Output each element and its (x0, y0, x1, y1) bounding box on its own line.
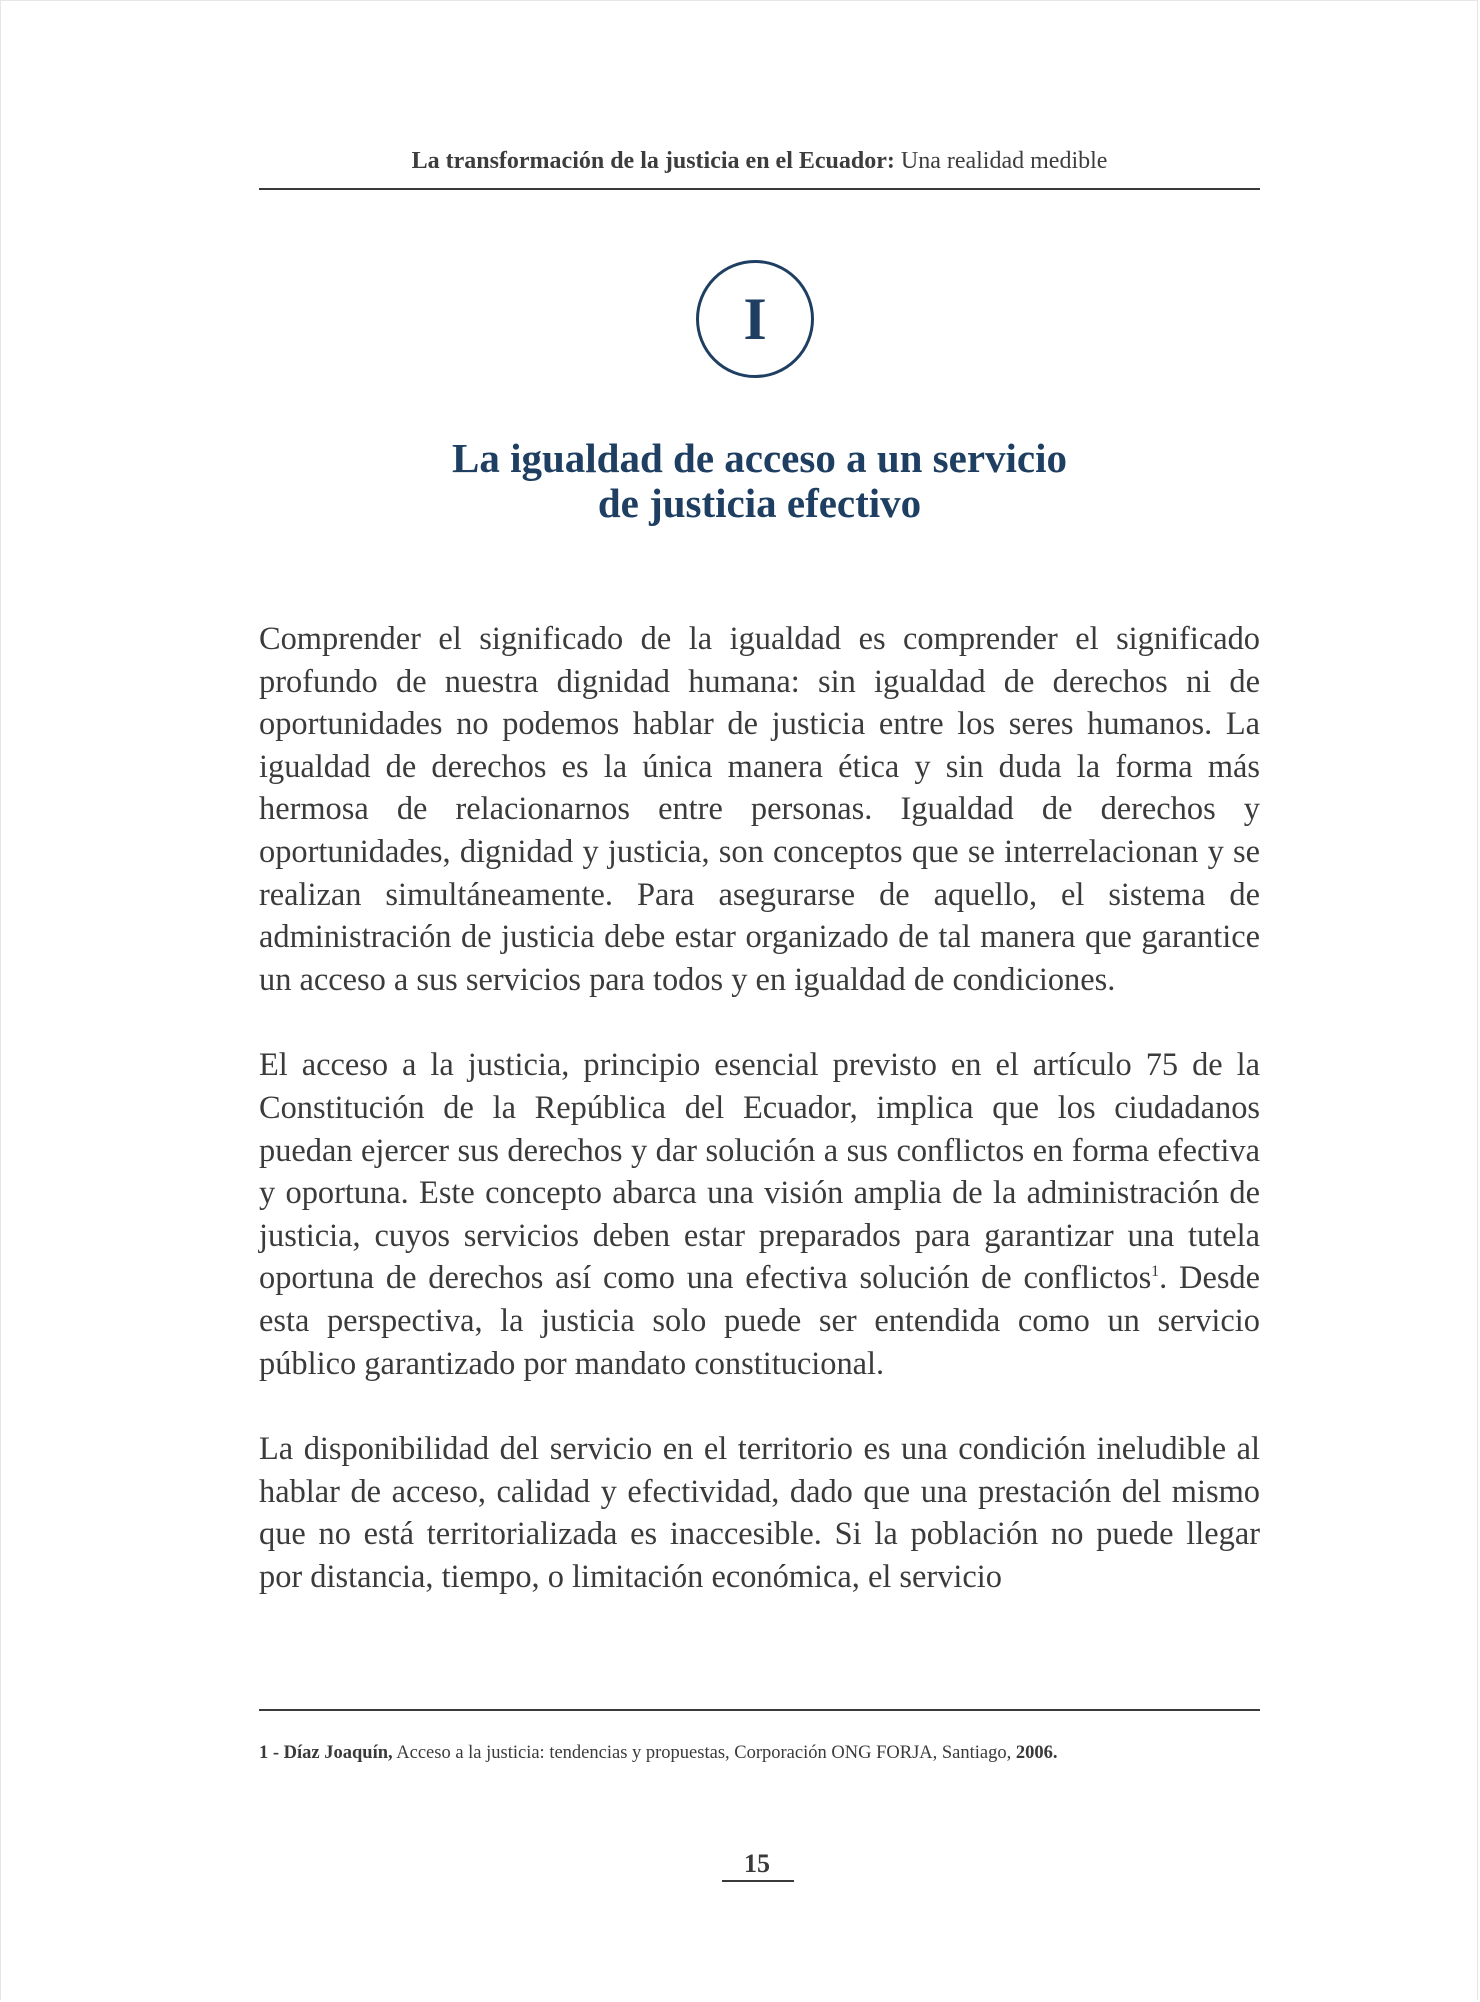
chapter-title-line-2: de justicia efectivo (597, 480, 922, 526)
paragraph-2 (259, 1044, 1260, 1385)
page-number-rule (722, 1880, 794, 1882)
header-rule (259, 188, 1260, 190)
paragraph-2-text-a: El acceso a la justicia, principio esencial previsto en el artículo 75 de la Constitución de la República del Ecuador, implica que los ciudadanos puedan ejercer sus derechos y dar solución a sus conflictos en forma efectiva y oportuna. Este concepto abarca una visión amplia de la administración de justicia, cuyos servicios deben estar preparados para garantizar una tutela oportuna de derechos así como una efectiva solución de conflictos (259, 1047, 1260, 1297)
chapter-title (259, 436, 1260, 526)
running-header-bold: La transformación de la justicia en el Ecuador: (411, 148, 895, 174)
paragraph-2-text-b: . Desde esta perspectiva, la justicia solo puede ser entendida como un servicio público garantizado por mandato constitucional. (259, 1260, 1261, 1382)
chapter-number: I (743, 286, 767, 352)
page-number: 15 (744, 1849, 770, 1878)
chapter-number-badge (696, 260, 814, 378)
footnote-text: Acceso a la justicia: tendencias y propuestas, Corporación ONG FORJA, Santiago, (396, 1743, 1012, 1763)
running-header (259, 145, 1260, 177)
footnote (259, 1740, 1260, 1766)
footnote-rule (259, 1709, 1260, 1711)
paragraph-1: Comprender el significado de la igualdad es comprender el significado profundo de nuestra dignidad humana: sin igualdad de derechos ni de oportunidades no podemos hablar de justicia entre los seres humanos. La igualdad de derechos es la única manera ética y sin duda la forma más hermosa de relacionarnos entre personas. Igualdad de derechos y oportunidades, dignidad y justicia, son conceptos que se interrelacionan y se realizan simultáneamente. Para asegurarse de aquello, el sistema de administración de justicia debe estar organizado de tal manera que garantice un acceso a sus servicios para todos y en igualdad de condiciones. (259, 621, 1260, 998)
paragraph-3: La disponibilidad del servicio en el territorio es una condición ineludible al hablar de acceso, calidad y efectividad, dado que una prestación del mismo que no está territorializada es inaccesible. Si la población no puede llegar por distancia, tiempo, o limitación económica, el servicio (259, 1431, 1260, 1595)
footnote-author: 1 - Díaz Joaquín, (259, 1743, 393, 1763)
footnote-year: 2006. (1015, 1743, 1058, 1763)
running-header-subtitle: Una realidad medible (900, 148, 1108, 174)
body-text (259, 618, 1260, 1641)
footnote-reference: 1 (1151, 1263, 1160, 1281)
chapter-title-line-1: La igualdad de acceso a un servicio (451, 435, 1068, 481)
